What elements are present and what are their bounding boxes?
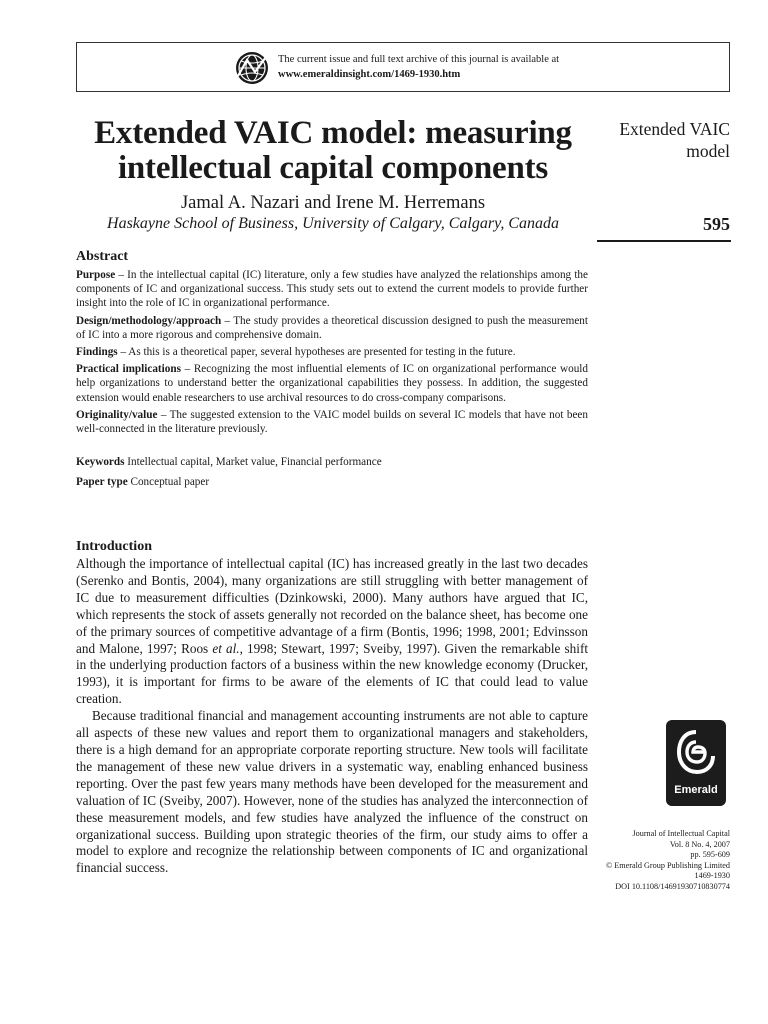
citation-volume: Vol. 8 No. 4, 2007 xyxy=(669,839,730,849)
paper-type-label: Paper type xyxy=(76,476,128,488)
author-affiliation: Haskayne School of Business, University of Calgary, Calgary, Canada xyxy=(107,215,559,232)
globe-icon xyxy=(235,51,269,85)
introduction-body xyxy=(76,556,588,877)
introduction-paragraph xyxy=(76,556,588,708)
abstract-section-label: Findings xyxy=(76,346,118,359)
abstract-section-text: – Recognizing the most influential elements of IC on organizational performance would help organizations to understand better the organizational capabilities they possess. In addition, the suggested extension would enable researchers to use archival resources to do cross-company comparisons. xyxy=(76,363,588,404)
citation-pages: pp. 595-609 xyxy=(690,850,730,860)
citation-doi: DOI 10.1108/14691930710830774 xyxy=(615,881,730,891)
emerald-logo-icon xyxy=(666,720,726,806)
journal-citation xyxy=(590,829,730,893)
abstract-section-text: – In the intellectual capital (IC) literature, only a few studies have analyzed the relationships among the components of IC and organizational success. This study sets out to extend the current models to provide further insight into the role of IC in organizational performance. xyxy=(76,269,588,310)
abstract-section-label: Purpose xyxy=(76,269,116,281)
abstract-section-text: – As this is a theoretical paper, several hypotheses are presented for testing in the future. xyxy=(117,346,516,359)
paper-title: Extended VAIC model: measuring intellectual capital components xyxy=(94,115,572,186)
keywords-line xyxy=(76,455,588,469)
abstract-section-label: Practical implications xyxy=(76,363,181,376)
introduction-paragraph: Because traditional financial and management accounting instruments are not able to capture all aspects of these new values and report them to organizational managers and stakeholders, there is a high demand for an appropriate corporate reporting structure. New tools will facilitate the management of these new value drivers in a systematic way, enabling enhanced business reporting. Over the past few years many methods have been developed for the measurement and valuation of IC (Sveiby, 2007). However, none of the studies has analyzed the interconnection of these measurement models, and few studies have analyzed the influence of the construct on organizational success. Building upon strategic theories of the firm, our study aims to offer a model to explore and recognize the relationship between components of IC and organizational financial success. xyxy=(76,708,588,876)
abstract-section-label: Design/methodology/approach xyxy=(76,314,222,327)
abstract-section-text: – The suggested extension to the VAIC model builds on several IC models that have not been well-connected in the literature previously. xyxy=(76,408,588,436)
keywords-label: Keywords xyxy=(76,456,125,468)
journal-url-link[interactable]: www.emeraldinsight.com/1469-1930.htm xyxy=(278,69,461,80)
et-al-italic: et al. xyxy=(212,640,240,656)
citation-issn: 1469-1930 xyxy=(694,871,730,881)
abstract-practical xyxy=(76,362,588,405)
emerald-swirl-icon xyxy=(674,726,718,780)
citation-journal: Journal of Intellectual Capital xyxy=(632,829,730,838)
emerald-logo-word: Emerald xyxy=(674,784,718,796)
journal-notice-line: The current issue and full text archive of this journal is available at xyxy=(278,54,560,65)
abstract-section-label: Originality/value xyxy=(76,408,158,421)
paper-authors: Jamal A. Nazari and Irene M. Herremans xyxy=(180,193,486,213)
journal-notice-box xyxy=(76,42,730,92)
abstract-originality xyxy=(76,408,588,436)
paragraph-text: Although the importance of intellectual capital (IC) has increased greatly in the last two decades (Serenko and Bontis, 2004), many organizations are still struggling with better management of IC due to measurement difficulties (Dzinkowski, 2000). Many authors have argued that IC, which represents the stock of assets generally not recorded on the balance sheet, has become one of the primary sources of competitive advantage of a firm (Bontis, 1996; 1998, 2001; Edvinsson and Malone, 1997; Roos xyxy=(76,556,588,656)
abstract-heading: Abstract xyxy=(76,249,129,264)
abstract-section-text: – The study provides a theoretical discussion designed to push the measurement of IC into a more rigorous and comprehensive domain. xyxy=(76,314,588,341)
paper-type-line xyxy=(76,475,588,489)
abstract-body xyxy=(76,268,588,439)
journal-notice-text xyxy=(278,52,559,82)
introduction-heading: Introduction xyxy=(76,539,152,554)
paragraph-text: , 1998; Stewart, 1997; Sveiby, 1997). Given the remarkable shift in the underlying production factors of a business within the new knowledge economy (Drucker, 1993), it is important for firms to be aware of the elements of IC that could lead to value creation. xyxy=(76,640,588,707)
abstract-design xyxy=(76,314,588,342)
abstract-purpose xyxy=(76,268,588,311)
page-number: 595 xyxy=(703,214,730,234)
citation-publisher: © Emerald Group Publishing Limited xyxy=(605,860,730,870)
abstract-findings xyxy=(76,345,588,359)
running-head: Extended VAIC model xyxy=(619,119,730,161)
keywords-text: Intellectual capital, Market value, Financial performance xyxy=(124,456,382,468)
page-number-rule xyxy=(597,240,731,242)
paper-type-text: Conceptual paper xyxy=(127,476,210,488)
